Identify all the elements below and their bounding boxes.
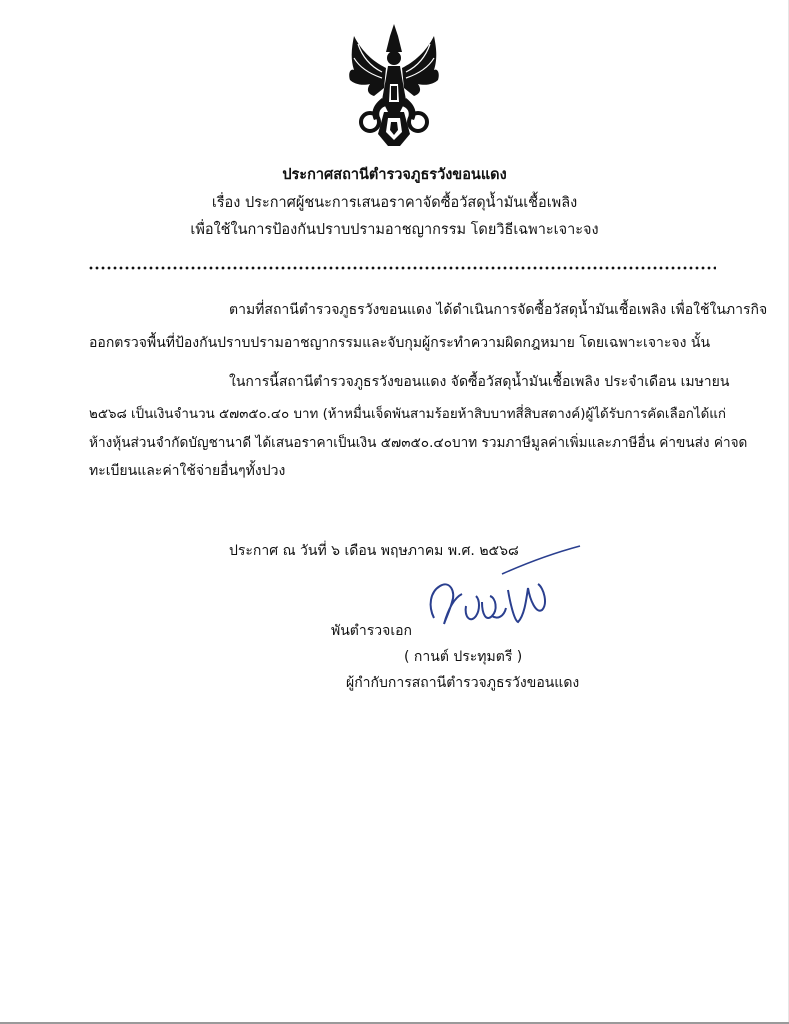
- subject-line: เรื่อง ประกาศผู้ชนะการเสนอราคาจัดซื้อวัสดุน้ำมันเชื้อเพลิง: [211, 195, 578, 211]
- subject-line-2: เพื่อใช้ในการป้องกันปราบปรามอาชญากรรม โดยวิธีเฉพาะเจาะจง: [190, 222, 599, 238]
- para1-line2: ออกตรวจพื้นที่ป้องกันปราบปรามอาชญากรรมและจับกุมผู้กระทำความผิดกฎหมาย โดยเฉพาะเจาะจง นั้น: [89, 335, 711, 351]
- para2-line3: ห้างหุ้นส่วนจำกัดบัญชานาดี ได้เสนอราคาเป็นเงิน ๕๗๓๕๐.๔๐บาท รวมภาษีมูลค่าเพิ่มและภาษีอื่น ค่าขนส่ง ค่าจด: [89, 435, 748, 451]
- announcement-title: ประกาศสถานีตำรวจภูธรวังขอนแดง: [282, 167, 507, 183]
- signature-image: [420, 540, 590, 640]
- garuda-emblem-icon: [344, 22, 444, 150]
- para1-line1: ตามที่สถานีตำรวจภูธรวังขอนแดง ได้ดำเนินการจัดซื้อวัสดุน้ำมันเชื้อเพลิง เพื่อใช้ในภารกิจ: [229, 302, 768, 318]
- para2-line1: ในการนี้สถานีตำรวจภูธรวังขอนแดง จัดซื้อวัสดุน้ำมันเชื้อเพลิง ประจำเดือน เมษายน: [229, 374, 730, 390]
- signatory-name: ( กานต์ ประทุมตรี ): [404, 649, 523, 665]
- para2-line4: ทะเบียนและค่าใช้จ่ายอื่นๆทั้งปวง: [89, 463, 286, 479]
- para2-line2: ๒๕๖๘ เป็นเงินจำนวน ๕๗๓๕๐.๔๐ บาท (ห้าหมื่นเจ็ดพันสามร้อยห้าสิบบาทสี่สิบสตางค์)ผู้ได้รับการคัดเลือกได้แก่: [89, 407, 727, 422]
- dotted-separator: [88, 266, 716, 270]
- signatory-position: ผู้กำกับการสถานีตำรวจภูธรวังขอนแดง: [346, 675, 580, 691]
- announcement-date: ประกาศ ณ วันที่ ๖ เดือน พฤษภาคม พ.ศ. ๒๕๖๘: [229, 543, 519, 559]
- signatory-rank: พันตำรวจเอก: [331, 623, 413, 639]
